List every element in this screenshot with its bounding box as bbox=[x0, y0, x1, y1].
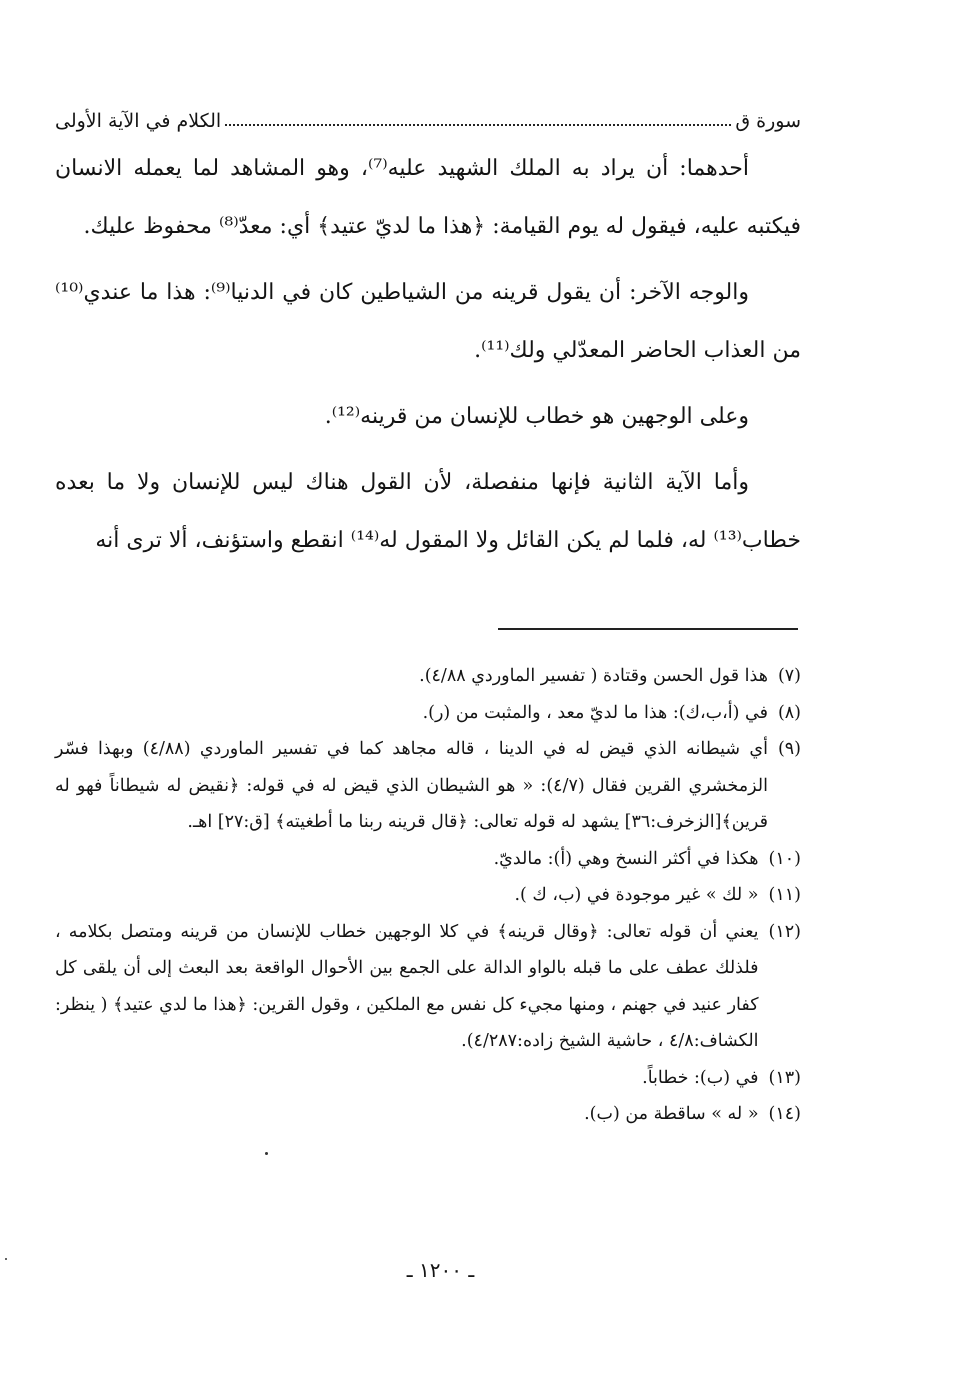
footnote-number: (١٠) bbox=[768, 848, 801, 869]
body-paragraph: أحدهما: أن يراد به الملك الشهيد عليه⁽⁷⁾، وهو المشاهد لما يعمله الانسان فيكتبه عليه، فيقول له يوم القيامة: ﴿هذا ما لديّ عتيد﴾ أي: معدّ⁽⁸⁾ محفوظ عليك. bbox=[55, 156, 801, 239]
body-paragraph: والوجه الآخر: أن يقول قرينه من الشياطين كان في الدنيا⁽⁹⁾: هذا ما عندي⁽¹⁰⁾ من العذاب الحاضر المعدّلي ولك⁽¹¹⁾. bbox=[55, 280, 801, 363]
footnote bbox=[55, 877, 801, 914]
footnote bbox=[55, 731, 801, 841]
footnote-number: (١٣) bbox=[768, 1067, 801, 1088]
footnote bbox=[55, 1096, 801, 1133]
header-section: الكلام في الآية الأولى bbox=[55, 110, 222, 132]
footnote bbox=[55, 841, 801, 878]
footnote-number: (١٢) bbox=[768, 921, 801, 942]
header-surah: سورة ق bbox=[735, 110, 801, 132]
footnote-number: (٨) bbox=[777, 702, 801, 723]
running-header bbox=[55, 98, 801, 132]
header-dot-leader bbox=[225, 123, 731, 126]
footnote-number: (١١) bbox=[768, 885, 801, 905]
footnote-text: هكذا في أكثر النسخ وهي (أ): مالديّ. bbox=[493, 848, 759, 869]
body-paragraph: وأما الآية الثانية فإنها منفصلة، لأن القول هناك ليس للإنسان ولا ما بعده خطاب⁽¹³⁾ له، فلما لم يكن القائل ولا المقول له⁽¹⁴⁾ انقطع واستؤنف، ألا ترى أنه bbox=[55, 470, 801, 553]
footnote bbox=[55, 658, 801, 695]
footnote-text: في (أ،ب،ك): هذا ما لديّ معد ، والمثبت من (ر). bbox=[422, 702, 768, 723]
footnote-separator bbox=[498, 628, 798, 630]
footnote-text: في (ب): خطاباً. bbox=[642, 1067, 759, 1088]
footnote bbox=[55, 695, 801, 732]
footnote-number: (٧) bbox=[777, 666, 801, 686]
footnote-text: أي شيطانه الذي قيض له في الدينا ، قاله مجاهد كما في تفسير الماوردي (٤/٨٨) وبهذا فسّر الزمخشري القرين فقال (٤/٧): « هو الشيطان الذي قيض له في قوله: ﴿نقيض له شيطاناً فهو له قرين﴾[الزخرف:٣٦] يشهد له قوله تعالى: ﴿قال قرينه ربنا ما أطغيته﴾ [ق:٢٧] اهـ. bbox=[55, 739, 768, 832]
page-number: ـ ١٢٠٠ ـ bbox=[406, 1258, 475, 1282]
footnote-text: « لك » غير موجودة في (ب، ك ). bbox=[514, 885, 759, 905]
scan-speck bbox=[265, 1152, 268, 1155]
footnotes bbox=[55, 658, 801, 1133]
footnote bbox=[55, 914, 801, 1060]
footnote bbox=[55, 1060, 801, 1097]
footnote-text: يعني أن قوله تعالى: ﴿وقال قرينه﴾ في كلا الوجهين خطاب للإنسان من قرينه ومتصل بكلامه ، فلذلك عطف على ما قبله بالواو الدالة على الجمع بين الأحوال الواقعة بعد البعث إلى أن يلقى كل كفار عنيد في جهنم ، ومنها مجيء كل نفس مع الملكين ، وقول القرين: ﴿هذا ما لدي عتيد﴾ ( ينظر: الكشاف:٤/٨ ، حاشية الشيخ زاده:٤/٢٨٧). bbox=[55, 921, 759, 1051]
footnote-number: (٩) bbox=[777, 739, 801, 759]
scan-speck bbox=[5, 1258, 7, 1260]
body-text bbox=[55, 140, 801, 570]
body-paragraph: وعلى الوجهين هو خطاب للإنسان من قرينه⁽¹²⁾. bbox=[324, 404, 749, 429]
footnote-number: (١٤) bbox=[768, 1104, 801, 1124]
footnote-text: هذا قول الحسن وقتادة ( تفسير الماوردي ٤/٨٨). bbox=[419, 666, 768, 686]
footnote-text: « له » ساقطة من (ب). bbox=[584, 1104, 759, 1124]
